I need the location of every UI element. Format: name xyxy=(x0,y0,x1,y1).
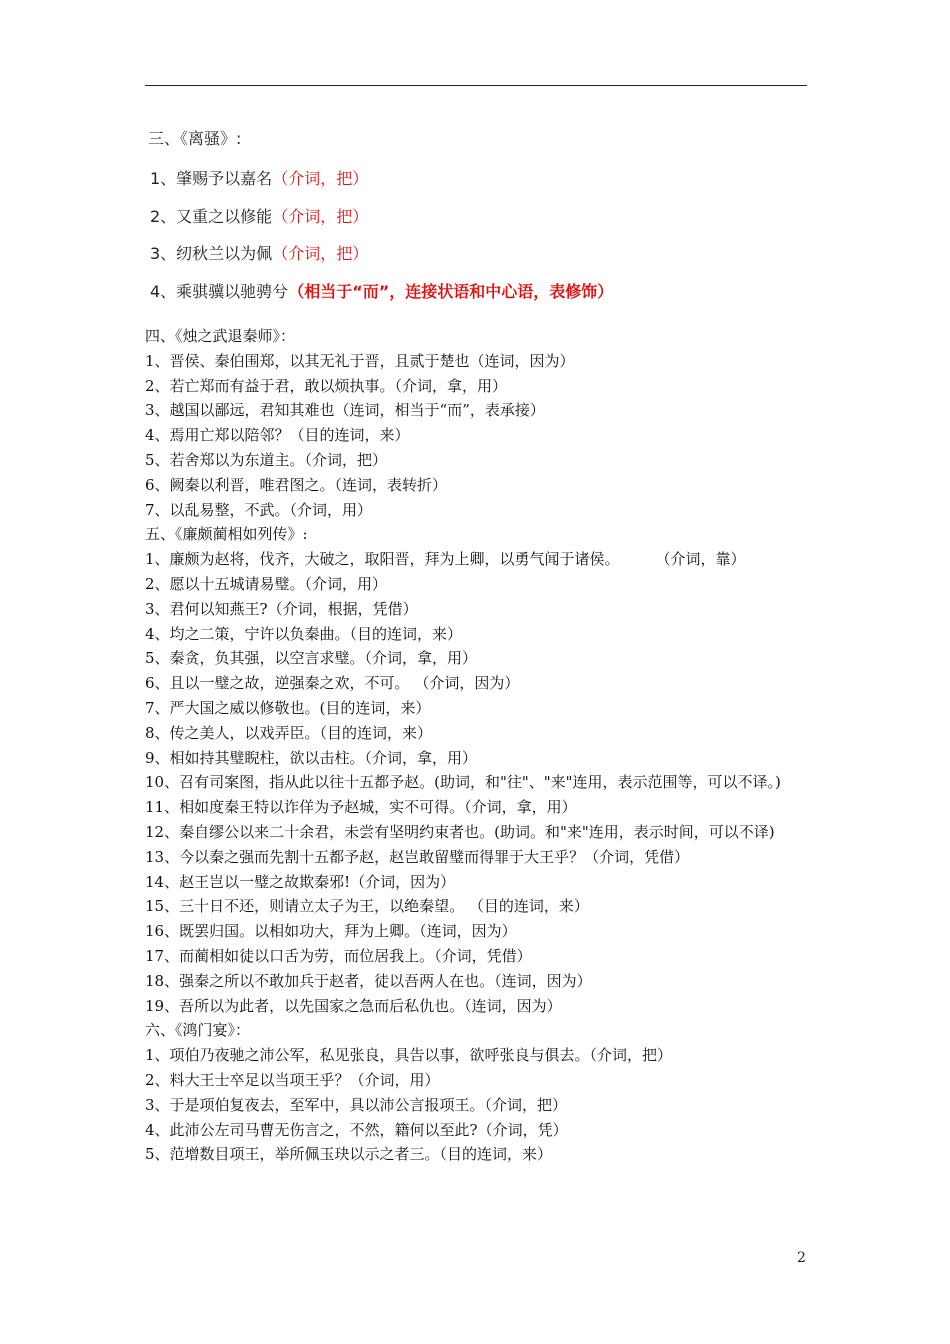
section3-item-text: 1、肇赐予以嘉名 xyxy=(150,169,273,188)
text-line: 11、相如度秦王特以诈佯为予赵城，实不可得。（介词，拿，用） xyxy=(145,798,577,817)
section3-item xyxy=(150,241,368,264)
text-line: 6、且以一璧之故，逆强秦之欢，不可。 （介词，因为） xyxy=(145,674,520,693)
section3-item-note: （介词，把） xyxy=(272,207,369,226)
text-line: 3、越国以鄙远，君知其难也（连词，相当于“而”，表承接） xyxy=(145,401,545,420)
section3-item-text: 2、又重之以修能 xyxy=(150,207,273,226)
text-line: 13、今以秦之强而先割十五都予赵，赵岂敢留璧而得罪于大王乎？（介词，凭借） xyxy=(145,847,690,866)
text-line: 5、范增数目项王，举所佩玉玦以示之者三。（目的连词，来） xyxy=(145,1145,553,1164)
text-line: 4、均之二策，宁许以负秦曲。（目的连词，来） xyxy=(145,624,463,643)
text-line: 5、秦贪，负其强，以空言求璧。（介词，拿，用） xyxy=(145,649,478,668)
text-line: 17、而蔺相如徒以口舌为劳，而位居我上。（介词，凭借） xyxy=(145,946,532,965)
section3-item xyxy=(150,204,368,227)
document-body xyxy=(145,324,813,1167)
text-line: 3、君何以知燕王?（介词，根据，凭借） xyxy=(145,599,418,618)
text-line: 7、严大国之威以修敬也。(目的连词，来） xyxy=(145,698,431,717)
section3-item-text: 3、纫秋兰以为佩 xyxy=(150,244,273,263)
text-line: 14、赵王岂以一璧之故欺秦邪!（介词，因为） xyxy=(145,872,456,891)
text-line: 15、三十日不还，则请立太子为王，以绝秦望。 （目的连词，来） xyxy=(145,897,589,916)
text-line: 5、若舍郑以为东道主。（介词，把） xyxy=(145,450,388,469)
section6-title: 六、《鸿门宴》： xyxy=(145,1021,251,1040)
section3-item-note: （相当于“而”，连接状语和中心语，表修饰） xyxy=(288,282,614,301)
text-line: 2、若亡郑而有益于君，敢以烦执事。（介词，拿，用） xyxy=(145,376,508,395)
text-line: 8、传之美人，以戏弄臣。（目的连词，来） xyxy=(145,723,433,742)
text-line: 1、晋侯、秦伯围郑，以其无礼于晋，且贰于楚也（连词，因为） xyxy=(145,351,575,370)
text-line xyxy=(145,547,813,572)
text-line: 19、吾所以为此者，以先国家之急而后私仇也。（连词，因为） xyxy=(145,996,562,1015)
text-line-body: 1、廉颇为赵将，伐齐，大破之，取阳晋，拜为上卿，以勇气闻于诸侯。 xyxy=(145,550,620,569)
page-number: 2 xyxy=(797,1250,806,1266)
section3-item-text: 4、乘骐骥以驰骋兮 xyxy=(150,282,289,301)
text-line: 2、愿以十五城请易璧。（介词，用） xyxy=(145,574,388,593)
section4-title: 四、《烛之武退秦师》： xyxy=(145,327,296,345)
section5-title: 五、《廉颇蔺相如列传》: xyxy=(145,525,308,544)
text-line: 12、秦自缪公以来二十余君，未尝有坚明约束者也。(助词。和"来"连用，表示时间，可以不译) xyxy=(145,822,775,841)
text-line: 6、阙秦以利晋，唯君图之。（连词，表转折） xyxy=(145,475,448,494)
section3-title: 三、《离骚》: xyxy=(148,129,242,148)
text-line: 4、焉用亡郑以陪邻？（目的连词，来） xyxy=(145,426,410,445)
section3-item xyxy=(150,279,613,302)
section3-item-note: （介词，把） xyxy=(272,244,369,263)
text-line: 3、于是项伯复夜去，至军中，具以沛公言报项王。（介词，把） xyxy=(145,1095,568,1114)
text-line: 10、召有司案图，指从此以往十五都予赵。(助词，和"往"、"来"连用，表示范围等，可以不译。) xyxy=(145,773,781,792)
header-rule xyxy=(145,85,807,86)
text-line: 7、以乱易整，不武。（介词，用） xyxy=(145,500,373,519)
text-line-note: （介词，靠） xyxy=(655,550,746,569)
text-line: 2、料大王士卒足以当项王乎？（介词，用） xyxy=(145,1070,440,1089)
text-line: 16、既罢归国。以相如功大，拜为上卿。（连词，因为） xyxy=(145,922,517,941)
text-line: 9、相如持其璧睨柱，欲以击柱。（介词，拿，用） xyxy=(145,748,478,767)
text-line: 4、此沛公左司马曹无伤言之，不然，籍何以至此?（介词，凭） xyxy=(145,1120,568,1139)
section3-item-note: （介词，把） xyxy=(272,169,369,188)
text-line: 18、强秦之所以不敢加兵于赵者，徒以吾两人在也。（连词，因为） xyxy=(145,971,592,990)
text-line: 1、项伯乃夜驰之沛公军，私见张良，具告以事，欲呼张良与俱去。（介词，把） xyxy=(145,1046,673,1065)
section3-item xyxy=(150,166,368,189)
